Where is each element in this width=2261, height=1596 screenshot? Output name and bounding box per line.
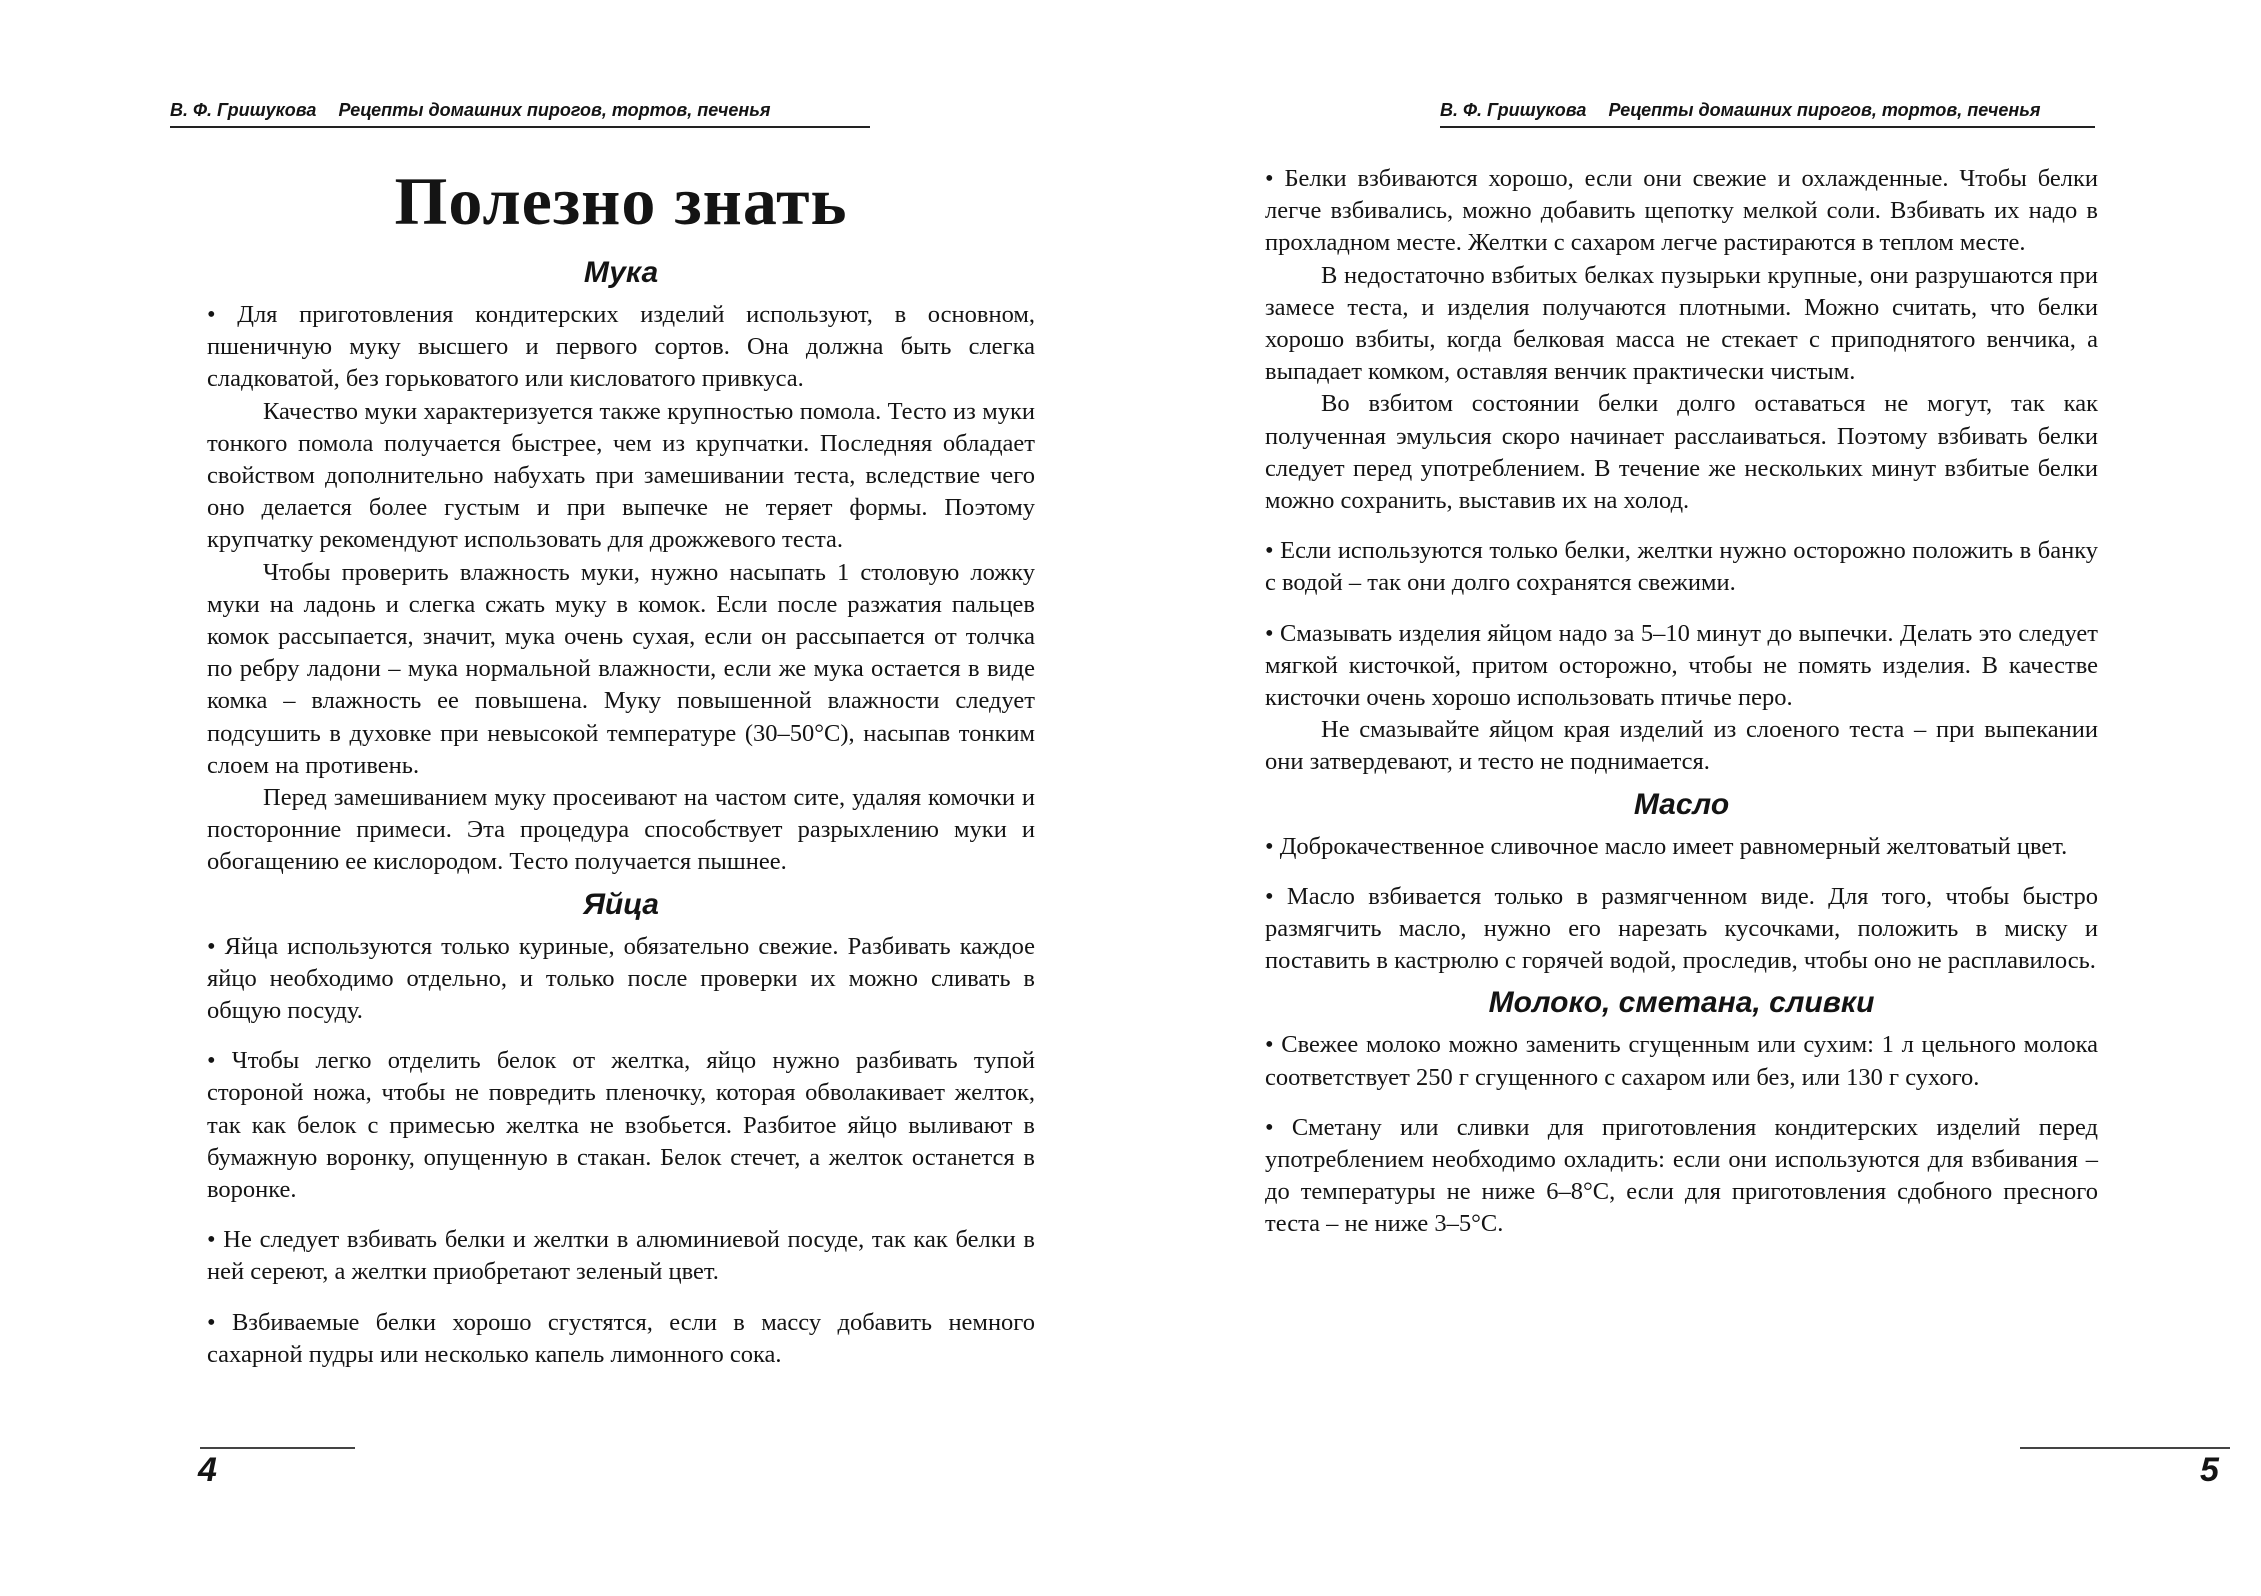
paragraph: Во взбитом состоянии белки долго оставаться не могут, так как полученная эмульсия скоро начинает расслаиваться. Поэтому взбивать белки следует перед употреблением. В течение же нескольких минут взбитые белки можно сохранить, выставив их на холод.: [1265, 390, 2098, 515]
paragraph: Чтобы проверить влажность муки, нужно насыпать 1 столовую ложку муки на ладонь и слегка сжать муку в комок. Если после разжатия пальцев комок рассыпается, значит, мука очень сухая, если он рассыпается от толчка по ребру ладони – мука нормальной влажности, если же мука остается в виде комка – влажность ее повышена. Муку повышенной влажности следует подсушить в духовке при невысокой температуре (30–50°С), насыпав тонким слоем на противень.: [207, 558, 1035, 779]
paragraph: • Взбиваемые белки хорошо сгустятся, если в массу добавить немного сахарной пудры или несколько капель лимонного сока.: [207, 1308, 1035, 1368]
paragraph: Качество муки характеризуется также крупностью помола. Тесто из муки тонкого помола получается быстрее, чем из крупчатки. Последняя обладает свойством дополнительно набухать при замешивании теста, вследствие чего оно делается более густым и при выпечке не теряет формы. Поэтому крупчатку рекомендуют использовать для дрожжевого теста.: [207, 397, 1035, 554]
section-title-eggs: Яйца: [583, 887, 659, 921]
running-header-right: [1440, 100, 2095, 128]
header-book-title: Рецепты домашних пирогов, тортов, печенья: [338, 100, 771, 120]
left-page: [0, 0, 1130, 1596]
left-text-column: [207, 163, 1035, 1371]
page-number-right: 5: [2200, 1451, 2219, 1489]
paragraph: • Доброкачественное сливочное масло имеет равномерный желтоватый цвет.: [1265, 832, 2068, 860]
paragraph: • Чтобы легко отделить белок от желтка, яйцо нужно разбивать тупой стороной ножа, чтобы не повредить пленочку, которая обволакивает желток, так как белок с примесью желтка не взобьется. Разбитое яйцо выливают в бумажную воронку, опущенную в стакан. Белок стечет, а желток останется в воронке.: [207, 1047, 1035, 1204]
footer-rule-left: [200, 1447, 355, 1449]
header-author: В. Ф. Гришукова: [170, 100, 317, 120]
section-title-flour: Мука: [583, 256, 659, 289]
paragraph: • Для приготовления кондитерских изделий используют, в основном, пшеничную муку высшего и первого сортов. Она должна быть слегка сладковатой, без горьковатого или кисловатого привкуса.: [207, 301, 1035, 393]
paragraph: В недостаточно взбитых белках пузырьки крупные, они разрушаются при замесе теста, и изделия получаются плотными. Можно считать, что белки хорошо взбиты, когда белковая масса не стекает с приподнятого венчика, а выпадает комком, оставляя венчик практически чистым.: [1265, 261, 2098, 386]
paragraph: • Свежее молоко можно заменить сгущенным или сухим: 1 л цельного молока соответствует 250 г сгущенного с сахаром или без, или 130 г сухого.: [1265, 1031, 2098, 1091]
paragraph: • Масло взбивается только в размягченном виде. Для того, чтобы быстро размягчить масло, нужно его нарезать кусочками, положить в миску и поставить в кастрюлю с горячей водой, проследив, чтобы оно не расплавилось.: [1265, 882, 2098, 975]
running-header-left: [170, 100, 870, 128]
paragraph: • Яйца используются только куриные, обязательно свежие. Разбивать каждое яйцо необходимо отдельно, и только после проверки их можно сливать в общую посуду.: [207, 932, 1035, 1025]
paragraph: • Сметану или сливки для приготовления кондитерских изделий перед употреблением необходимо охладить: если они используются для взбивания – до температуры не ниже 6–8°С, если для приготовления сдобного пресного теста – не ниже 3–5°С.: [1265, 1113, 2098, 1238]
header-book-title: Рецепты домашних пирогов, тортов, печенья: [1608, 100, 2041, 120]
paragraph: • Белки взбиваются хорошо, если они свежие и охлажденные. Чтобы белки легче взбивались, можно добавить щепотку мелкой соли. Взбивать их надо в прохладном месте. Желтки с сахаром легче растираются в теплом месте.: [1265, 165, 2098, 257]
paragraph: • Смазывать изделия яйцом надо за 5–10 минут до выпечки. Делать это следует мягкой кисточкой, притом осторожно, чтобы не помять изделия. В качестве кисточки очень хорошо использовать птичье перо.: [1265, 619, 2098, 712]
section-title-dairy: Молоко, сметана, сливки: [1488, 986, 1875, 1020]
page-number-left: 4: [198, 1451, 217, 1489]
paragraph: Перед замешиванием муку просеивают на частом сите, удаляя комочки и посторонние примеси. Эта процедура способствует разрыхлению муки и обогащению ее кислородом. Тесто получается пышнее.: [207, 784, 1035, 876]
right-text-column: [1265, 163, 2098, 1241]
paragraph: • Если используются только белки, желтки нужно осторожно положить в банку с водой – так они долго сохранятся свежими.: [1265, 537, 2098, 597]
paragraph: • Не следует взбивать белки и желтки в алюминиевой посуде, так как белки в ней сереют, а желтки приобретают зеленый цвет.: [207, 1226, 1035, 1286]
footer-rule-right: [2020, 1447, 2230, 1449]
page-title: Полезно знать: [394, 163, 848, 239]
header-author: В. Ф. Гришукова: [1440, 100, 1587, 120]
section-title-butter: Масло: [1633, 787, 1730, 821]
paragraph: Не смазывайте яйцом края изделий из слоеного теста – при выпекании они затвердевают, и тесто не поднимается.: [1265, 716, 2098, 776]
right-page: [1130, 0, 2261, 1596]
